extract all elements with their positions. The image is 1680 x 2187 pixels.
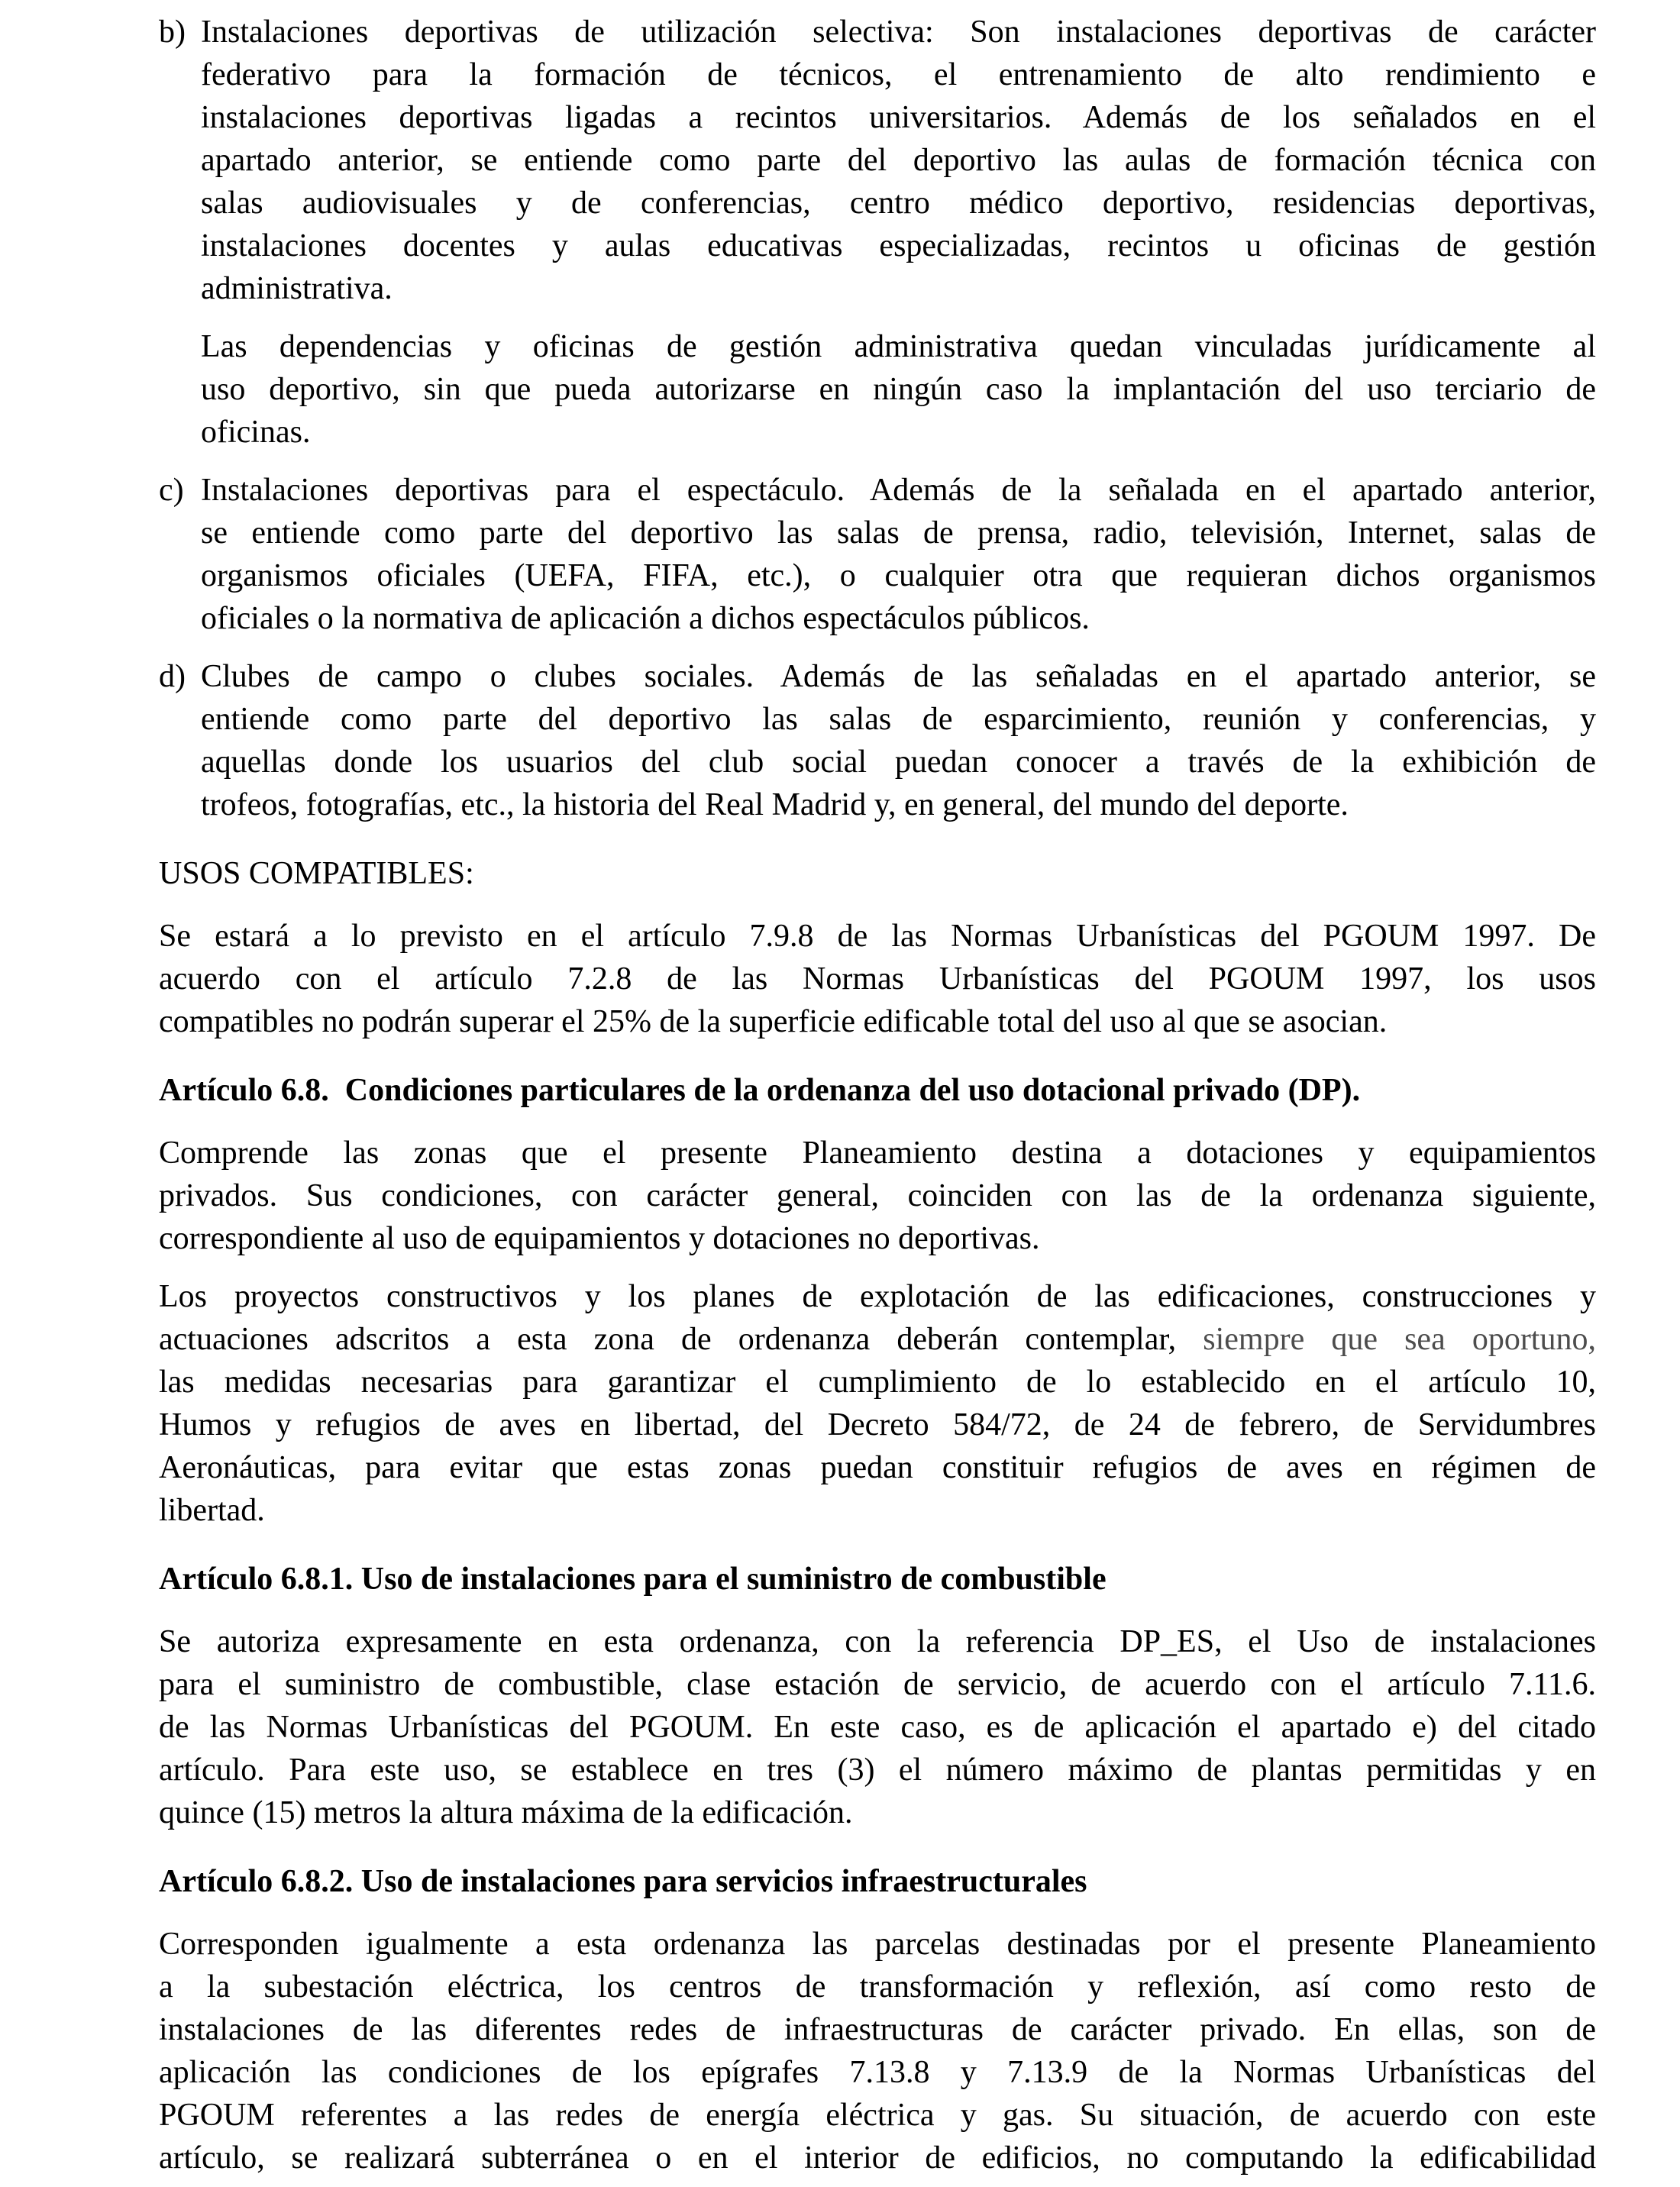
text-line: administrativa. (201, 271, 393, 306)
text-line: artículo, se realizará subterránea o en el interior de edificios, no computando la edificabilidad (159, 2140, 1596, 2176)
text-line: para el suministro de combustible, clase estación de servicio, de acuerdo con el artículo 7.11.6. (159, 1667, 1596, 1702)
text-line: organismos oficiales (UEFA, FIFA, etc.), o cualquier otra que requieran dichos organismos (201, 558, 1596, 593)
text-line: oficinas. (201, 415, 311, 450)
section-heading: Artículo 6.8. Condiciones particulares de la ordenanza del uso dotacional privado (DP). (159, 1073, 1361, 1108)
text-line: quince (15) metros la altura máxima de la edificación. (159, 1795, 853, 1830)
text-line: acuerdo con el artículo 7.2.8 de las Normas Urbanísticas del PGOUM 1997, los usos (159, 961, 1596, 997)
paragraph (159, 1275, 1596, 1532)
text-line: apartado anterior, se entiende como parte del deportivo las aulas de formación técnica con (201, 143, 1596, 178)
section-heading: Artículo 6.8.1. Uso de instalaciones para el suministro de combustible (159, 1562, 1107, 1597)
text-line: Comprende las zonas que el presente Planeamiento destina a dotaciones y equipamientos (159, 1135, 1596, 1171)
text-line: Los proyectos constructivos y los planes de explotación de las edificaciones, construcciones y (159, 1279, 1596, 1314)
text-line: las medidas necesarias para garantizar el cumplimiento de lo establecido en el artículo 10, (159, 1365, 1596, 1400)
text-line: privados. Sus condiciones, con carácter general, coinciden con las de la ordenanza siguiente, (159, 1178, 1596, 1213)
text-line: de las Normas Urbanísticas del PGOUM. En este caso, es de aplicación el apartado e) del citado (159, 1710, 1596, 1745)
text-line: uso deportivo, sin que pueda autorizarse en ningún caso la implantación del uso terciario de (201, 372, 1596, 407)
list-marker: d) (159, 659, 186, 694)
text-line: instalaciones de las diferentes redes de infraestructuras de carácter privado. En ellas, son de (159, 2012, 1596, 2047)
section-heading: USOS COMPATIBLES: (159, 856, 474, 891)
text-line: compatibles no podrán superar el 25% de la superficie edificable total del uso al que se asocian. (159, 1004, 1388, 1039)
text-segment: actuaciones adscritos a esta zona de ordenanza deberán contemplar, (159, 1322, 1203, 1357)
paragraph (159, 915, 1596, 1043)
list-item-b (159, 11, 1596, 310)
list-item-c (159, 469, 1596, 640)
text-line: libertad. (159, 1493, 265, 1528)
text-line: Corresponden igualmente a esta ordenanza las parcelas destinadas por el presente Planeamiento (159, 1927, 1596, 1962)
list-item-d (159, 655, 1596, 826)
text-line: artículo. Para este uso, se establece en tres (3) el número máximo de plantas permitidas y en (159, 1753, 1596, 1788)
text-line: Humos y refugios de aves en libertad, del Decreto 584/72, de 24 de febrero, de Servidumbres (159, 1407, 1596, 1442)
text-line: instalaciones deportivas ligadas a recintos universitarios. Además de los señalados en el (201, 100, 1596, 135)
text-line: Instalaciones deportivas para el espectáculo. Además de la señalada en el apartado anterior, (201, 473, 1596, 508)
text-line: correspondiente al uso de equipamientos y dotaciones no deportivas. (159, 1221, 1040, 1256)
text-line: Aeronáuticas, para evitar que estas zonas puedan constituir refugios de aves en régimen de (159, 1450, 1596, 1485)
paragraph (201, 325, 1596, 454)
text-line: aplicación las condiciones de los epígrafes 7.13.8 y 7.13.9 de la Normas Urbanísticas del (159, 2055, 1596, 2090)
text-line: federativo para la formación de técnicos, el entrenamiento de alto rendimiento e (201, 57, 1596, 92)
text-line: Las dependencias y oficinas de gestión administrativa quedan vinculadas jurídicamente al (201, 329, 1596, 364)
text-line: Clubes de campo o clubes sociales. Además de las señaladas en el apartado anterior, se (201, 659, 1596, 694)
paragraph (159, 1620, 1596, 1834)
text-line: entiende como parte del deportivo las salas de esparcimiento, reunión y conferencias, y (201, 702, 1596, 737)
text-line: PGOUM referentes a las redes de energía eléctrica y gas. Su situación, de acuerdo con este (159, 2098, 1596, 2133)
text-line: Instalaciones deportivas de utilización selectiva: Son instalaciones deportivas de carácter (201, 15, 1596, 50)
list-marker: c) (159, 473, 184, 508)
text-line: trofeos, fotografías, etc., la historia del Real Madrid y, en general, del mundo del deporte. (201, 787, 1349, 822)
section-heading: Artículo 6.8.2. Uso de instalaciones para servicios infraestructurales (159, 1864, 1087, 1899)
paragraph (159, 1923, 1596, 2179)
text-line: Se estará a lo previsto en el artículo 7.9.8 de las Normas Urbanísticas del PGOUM 1997. De (159, 919, 1596, 954)
text-line: a la subestación eléctrica, los centros de transformación y reflexión, así como resto de (159, 1969, 1596, 2004)
muted-text-segment: siempre que sea oportuno, (1203, 1322, 1596, 1357)
text-line (159, 1318, 1596, 1361)
text-line: salas audiovisuales y de conferencias, centro médico deportivo, residencias deportivas, (201, 186, 1596, 221)
text-line: oficiales o la normativa de aplicación a dichos espectáculos públicos. (201, 601, 1090, 636)
text-line: Se autoriza expresamente en esta ordenanza, con la referencia DP_ES, el Uso de instalaciones (159, 1624, 1596, 1659)
text-line: se entiende como parte del deportivo las salas de prensa, radio, televisión, Internet, salas de (201, 515, 1596, 551)
list-marker: b) (159, 15, 186, 50)
paragraph (159, 1132, 1596, 1260)
text-line: aquellas donde los usuarios del club social puedan conocer a través de la exhibición de (201, 745, 1596, 780)
text-line: instalaciones docentes y aulas educativas especializadas, recintos u oficinas de gestión (201, 228, 1596, 263)
